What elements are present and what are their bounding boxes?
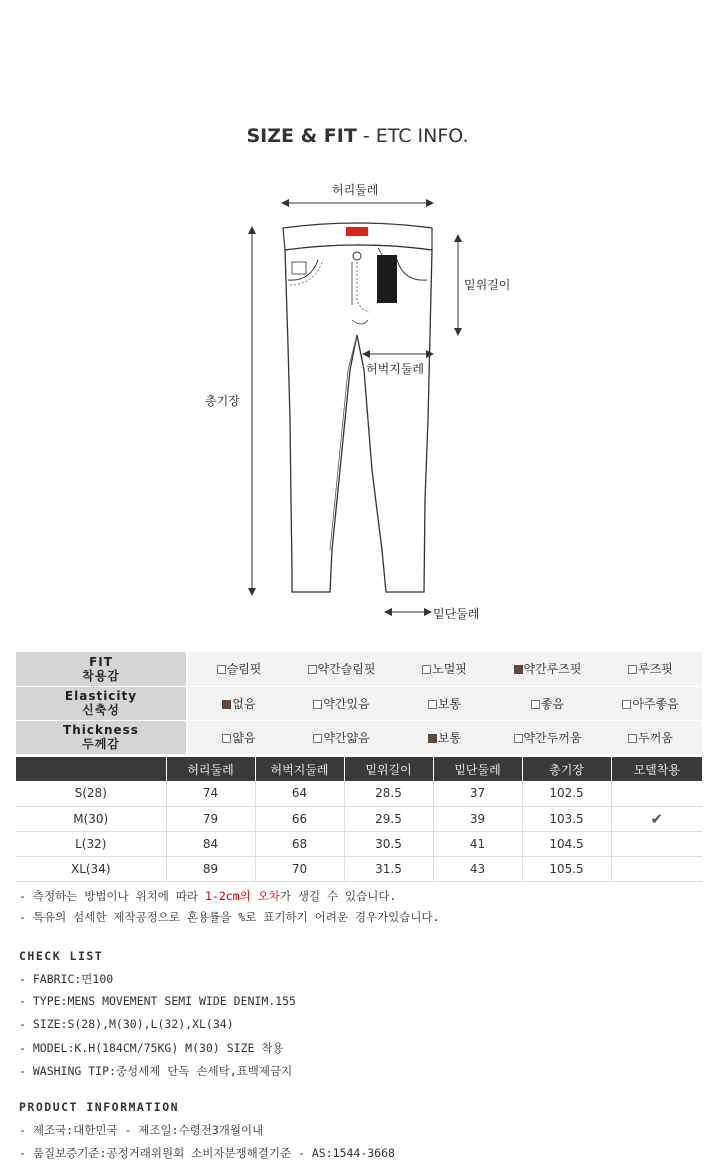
checkbox [428,700,437,709]
title-light: ETC INFO. [375,125,469,147]
model-cell [611,856,702,881]
list-item: - SIZE:S(28),M(30),L(32),XL(34) [19,1017,234,1031]
elasticity-option-good: 좋음 [496,686,599,720]
pants-drawing [0,170,715,640]
fit-option-semi-loose: 약간루즈핏 [496,652,599,686]
title-separator: - [356,125,376,147]
header-model: 모델착용 [611,757,702,781]
elasticity-row-header: Elasticity 신축성 [16,686,187,720]
checkbox [308,665,317,674]
value-cell: 105.5 [522,856,611,881]
rise-label: 밑위길이 [464,278,511,292]
value-cell: 28.5 [344,781,433,806]
length-label: 총기장 [205,394,240,408]
size-cell: S(28) [16,781,166,806]
checkbox [531,700,540,709]
elasticity-row [16,686,702,720]
list-item: - TYPE:MENS MOVEMENT SEMI WIDE DENIM.155 [19,994,296,1008]
note-composition: - 특유의 섬세한 제작공정으로 혼용률을 %로 표기하기 어려운 경우가있습니다. [19,910,440,924]
checkbox [217,665,226,674]
fit-table [16,652,702,755]
header-length: 총기장 [522,757,611,781]
checkbox-checked [222,700,231,709]
model-cell [611,831,702,856]
thigh-label: 허벅지둘레 [366,362,424,376]
pants-measurement-diagram [0,170,715,640]
size-cell: L(32) [16,831,166,856]
value-cell: 29.5 [344,806,433,831]
elasticity-option-slight: 약간있음 [290,686,393,720]
value-cell: 30.5 [344,831,433,856]
value-cell: 103.5 [522,806,611,831]
title-bold: SIZE & FIT [246,125,357,147]
value-cell: 31.5 [344,856,433,881]
list-item: - WASHING TIP:중성세제 단독 손세탁,표백제금지 [19,1064,293,1078]
table-row [16,781,702,806]
value-cell: 68 [255,831,344,856]
waist-label: 허리둘레 [332,183,379,197]
table-row [16,831,702,856]
fit-option-loose: 루즈핏 [599,652,702,686]
thickness-option-slightly-thick: 약간두꺼움 [496,720,599,754]
value-cell: 39 [433,806,522,831]
value-cell: 43 [433,856,522,881]
list-item: - 제조국:대한민국 - 제조일:수령전3개월이내 [19,1123,264,1137]
value-cell: 104.5 [522,831,611,856]
checkbox [422,665,431,674]
checkbox [222,734,231,743]
brand-tag [346,227,368,236]
header-waist: 허리둘레 [166,757,255,781]
page-title [0,125,715,147]
header-thigh: 허벅지둘레 [255,757,344,781]
note-highlight: 1-2cm의 오차 [204,889,280,903]
list-item: - MODEL:K.H(184CM/75KG) M(30) SIZE 착용 [19,1041,284,1055]
header-hem: 밑단둘레 [433,757,522,781]
elasticity-option-very-good: 아주좋음 [599,686,702,720]
hang-tag [377,255,397,303]
fit-option-semi-slim: 약간슬림핏 [290,652,393,686]
checkbox [628,734,637,743]
value-cell: 74 [166,781,255,806]
value-cell: 66 [255,806,344,831]
checkbox [514,734,523,743]
checkbox [622,700,631,709]
fit-option-slim: 슬림핏 [187,652,290,686]
value-cell: 79 [166,806,255,831]
table-row [16,806,702,831]
value-cell: 89 [166,856,255,881]
checkbox [628,665,637,674]
thickness-option-normal: 보통 [393,720,496,754]
value-cell: 41 [433,831,522,856]
product-info-section [19,1100,395,1168]
size-cell: XL(34) [16,856,166,881]
thickness-row-header: Thickness 두께감 [16,720,187,754]
thickness-option-thick: 두꺼움 [599,720,702,754]
fit-option-normal: 노멀핏 [393,652,496,686]
value-cell: 64 [255,781,344,806]
header-rise: 밑위길이 [344,757,433,781]
header-size [16,757,166,781]
list-item: - 품질보증기준:공정거래위원회 소비자분쟁해결기준 - AS:1544-3668 [19,1146,395,1160]
size-cell: M(30) [16,806,166,831]
table-row [16,856,702,881]
checkbox [313,734,322,743]
note-error-margin: - 측정하는 방법이나 위치에 따라 1-2cm의 오차가 생길 수 있습니다. [19,889,397,903]
list-item: - FABRIC:면100 [19,972,114,986]
fit-row-header: FIT 착용감 [16,652,187,686]
measurement-notes [19,888,440,930]
hem-label: 밑단둘레 [433,607,480,621]
checkbox-checked [428,734,437,743]
check-icon: ✔ [650,809,664,828]
value-cell: 102.5 [522,781,611,806]
check-list-section [19,949,296,1086]
elasticity-option-none: 없음 [187,686,290,720]
model-cell [611,781,702,806]
value-cell: 37 [433,781,522,806]
model-cell [611,806,702,831]
checkbox-checked [514,665,523,674]
check-list-heading: CHECK LIST [19,949,104,963]
size-table-header [16,757,702,781]
fit-row [16,652,702,686]
thickness-option-thin: 얇음 [187,720,290,754]
thickness-option-slightly-thin: 약간얇음 [290,720,393,754]
elasticity-option-normal: 보통 [393,686,496,720]
product-info-heading: PRODUCT INFORMATION [19,1100,180,1114]
thickness-row [16,720,702,754]
size-table [16,757,702,882]
value-cell: 84 [166,831,255,856]
checkbox [313,700,322,709]
value-cell: 70 [255,856,344,881]
